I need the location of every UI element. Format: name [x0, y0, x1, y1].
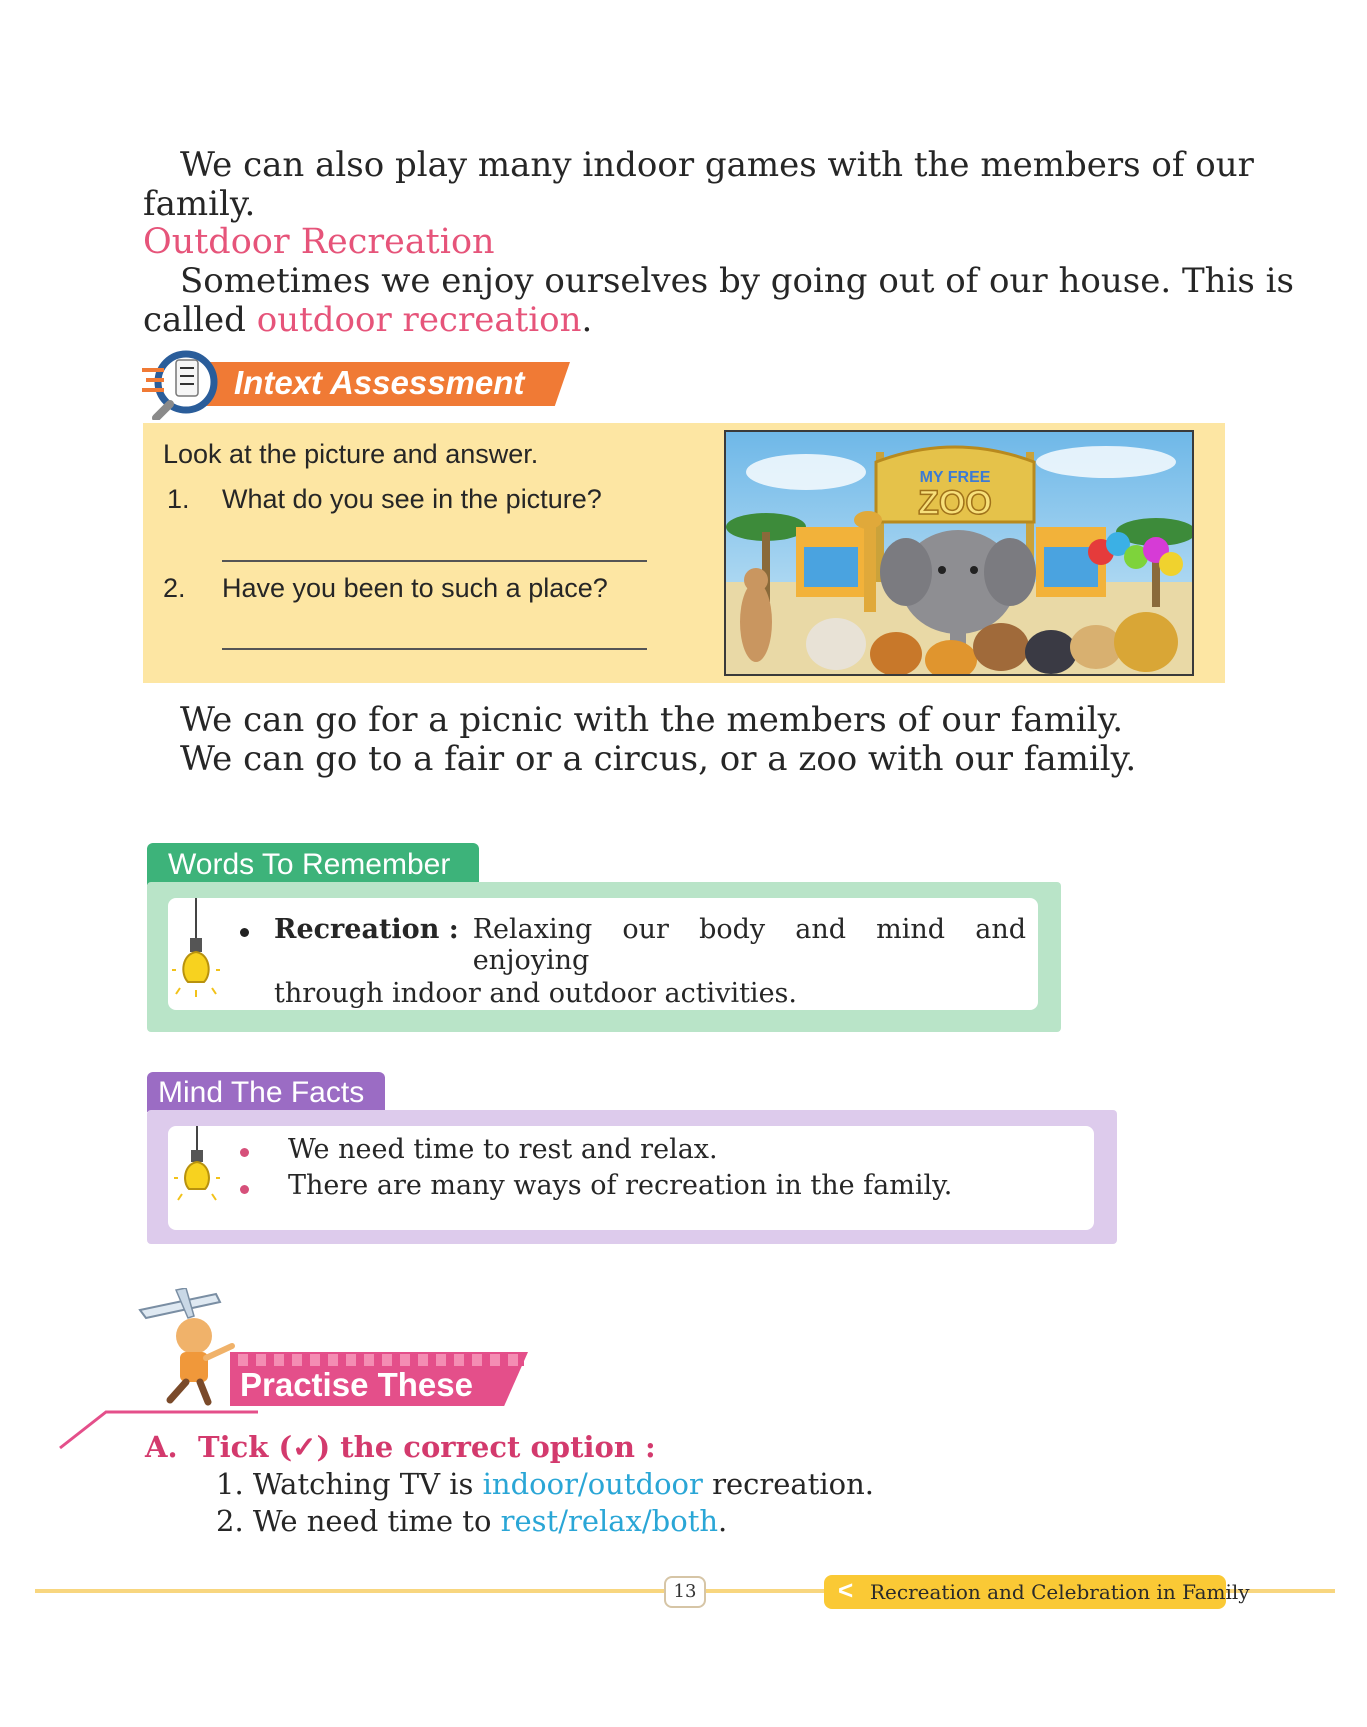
intext-assessment-title: Intext Assessment: [234, 364, 525, 401]
outdoor-paragraph-line-2: [143, 301, 592, 340]
practise-these-banner-pattern: [238, 1354, 524, 1366]
mind-the-facts-title: Mind The Facts: [158, 1076, 365, 1109]
fact-bullet-2: [240, 1185, 249, 1194]
question-a-title: Tick (✓) the correct option :: [198, 1430, 656, 1464]
tick-question-1-suffix: recreation.: [702, 1467, 874, 1501]
tick-question-1-prefix: 1. Watching TV is: [216, 1467, 483, 1501]
recreation-term: Recreation :: [274, 914, 459, 945]
outdoor-paragraph-line-1: Sometimes we enjoy ourselves by going out of our house. This is: [180, 261, 1294, 301]
zoo-picture: [724, 430, 1194, 676]
question-1-number: 1.: [167, 484, 190, 514]
picnic-line-1: We can go for a picnic with the members of our family.: [180, 700, 1124, 740]
chapter-title: Recreation and Celebration in Family: [870, 1580, 1250, 1604]
tick-question-2-options[interactable]: rest/relax/both: [500, 1504, 719, 1538]
definition-line-2: through indoor and outdoor activities.: [274, 978, 797, 1009]
answer-line-2[interactable]: [222, 648, 647, 650]
checklist-magnifier-icon: [140, 348, 220, 420]
zoo-illustration: [726, 432, 1192, 674]
recreation-definition: [274, 914, 1026, 1009]
picnic-line-2: We can go to a fair or a circus, or a zoo with our family.: [180, 739, 1137, 779]
question-2-number: 2.: [163, 573, 186, 603]
kid-with-airplane-icon: [136, 1288, 246, 1408]
zoo-sign-main-text: ZOO: [918, 484, 992, 522]
lightbulb-icon: [172, 898, 220, 998]
tick-question-2-prefix: 2. We need time to: [216, 1504, 501, 1538]
intro-paragraph-line-1: We can also play many indoor games with the members of our: [180, 145, 1254, 185]
question-1-text: What do you see in the picture?: [222, 484, 602, 514]
page-number: 13: [664, 1576, 706, 1608]
fact-item-1: We need time to rest and relax.: [288, 1134, 718, 1165]
intext-prompt: Look at the picture and answer.: [163, 439, 539, 469]
definition-line-1: Relaxing our body and mind and enjoying: [472, 914, 1026, 976]
question-2-text: Have you been to such a place?: [222, 573, 608, 603]
chevron-left-icon: <: [838, 1575, 854, 1605]
outdoor-recreation-heading: Outdoor Recreation: [143, 222, 495, 262]
lightbulb-icon: [174, 1126, 220, 1206]
question-a-letter: A.: [145, 1430, 178, 1464]
practise-these-title: Practise These: [240, 1366, 473, 1403]
intro-paragraph-line-2: family.: [143, 184, 256, 224]
tick-question-1-options[interactable]: indoor/outdoor: [482, 1467, 703, 1501]
outdoor-paragraph-prefix: called: [143, 300, 257, 340]
tick-question-2: [216, 1504, 727, 1538]
zoo-sign-top-text: MY FREE: [919, 469, 991, 486]
fact-bullet-1: [240, 1148, 249, 1157]
tick-question-2-suffix: .: [718, 1504, 728, 1538]
tick-question-1: [216, 1467, 874, 1501]
outdoor-paragraph-suffix: .: [581, 300, 593, 340]
words-to-remember-title: Words To Remember: [168, 848, 451, 881]
words-bullet: [240, 928, 249, 937]
answer-line-1[interactable]: [222, 560, 647, 562]
outdoor-recreation-highlight: outdoor recreation: [256, 300, 582, 340]
fact-item-2: There are many ways of recreation in the family.: [288, 1170, 953, 1201]
